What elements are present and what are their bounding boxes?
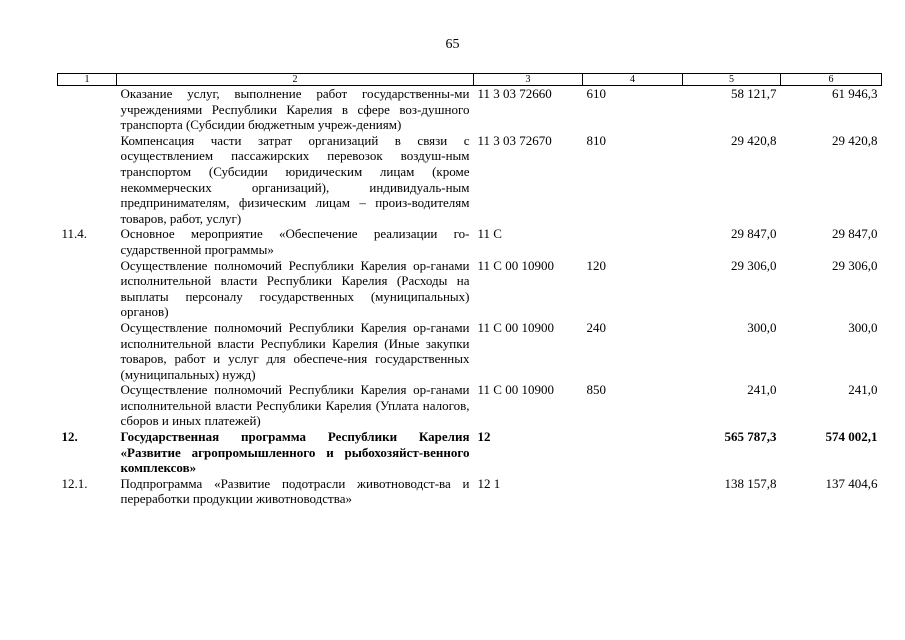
table-row — [58, 382, 882, 429]
row-code: 11 С — [477, 226, 502, 242]
table-row — [58, 476, 882, 507]
row-code: 11 С 00 10900 — [477, 257, 554, 273]
row-number: 12. — [61, 429, 78, 445]
row-description: Осуществление полномочий Республики Карелия ор-ганами исполнительной власти Республики Карелия (Иные закупки товаров, работ и услуг для обеспече-ния государственных (муниципальных) нужд) — [120, 319, 470, 382]
row-amount-col5: 300,0 — [747, 319, 777, 335]
table-row — [58, 320, 882, 382]
row-amount-col6: 137 404,6 — [825, 475, 878, 491]
row-description: Основное мероприятие «Обеспечение реализации го-сударственной программы» — [120, 226, 470, 257]
row-amount-col5: 241,0 — [747, 382, 777, 398]
row-number: 12.1. — [61, 475, 88, 491]
row-code: 12 — [477, 429, 491, 445]
row-amount-col5: 58 121,7 — [731, 86, 777, 101]
row-amount-col5: 29 306,0 — [731, 257, 777, 273]
column-header-4: 4 — [583, 74, 683, 86]
row-description: Подпрограмма «Развитие подотрасли животноводст-ва и переработки продукции животноводства» — [120, 475, 470, 507]
row-amount-col5: 138 157,8 — [724, 475, 777, 491]
row-description: Государственная программа Республики Карелия «Развитие агропромышленного и рыбохозяйст-венного комплексов» — [120, 429, 470, 476]
row-amount-col6: 241,0 — [848, 382, 878, 398]
table-header-row — [58, 74, 882, 86]
column-header-6: 6 — [781, 74, 882, 86]
row-description: Оказание услуг, выполнение работ государственны-ми учреждениями Республики Карелия в сфере воз-душного транспорта (Субсидии бюджетным учреж-дениям) — [120, 86, 470, 133]
table-body — [58, 86, 882, 508]
table-row — [58, 133, 882, 227]
column-header-1: 1 — [58, 74, 117, 86]
row-number — [58, 133, 117, 227]
row-code: 12 1 — [477, 475, 501, 491]
row-number — [58, 86, 117, 133]
row-amount-col5: 29 847,0 — [731, 226, 777, 242]
table-row — [58, 226, 882, 257]
row-expense-type: 850 — [586, 382, 606, 398]
row-description: Осуществление полномочий Республики Карелия ор-ганами исполнительной власти Республики Карелия (Уплата налогов, сборов и иных платежей) — [120, 382, 470, 429]
row-description: Компенсация части затрат организаций в связи с осуществлением пассажирских перевозок воздуш-ным транспортом (Субсидии юридическим лицам (кроме некоммерческих организаций), индивидуаль-ным предпринимателям, физическим лицам – произ-водителям товаров, работ, услуг) — [120, 132, 470, 226]
row-number: 11.4. — [61, 226, 88, 242]
row-code: 11 3 03 72660 — [477, 86, 552, 101]
column-header-3: 3 — [474, 74, 583, 86]
row-expense-type: 240 — [586, 319, 606, 335]
page-number: 65 — [445, 37, 460, 52]
row-amount-col6: 29 306,0 — [832, 257, 878, 273]
row-amount-col6: 61 946,3 — [832, 86, 878, 101]
row-amount-col5: 565 787,3 — [724, 429, 777, 445]
column-header-5: 5 — [683, 74, 781, 86]
row-expense-type: 120 — [586, 257, 606, 273]
row-expense-type — [583, 226, 683, 257]
budget-table — [57, 73, 882, 507]
row-number — [58, 258, 117, 320]
row-amount-col5: 29 420,8 — [731, 132, 777, 148]
row-expense-type: 610 — [586, 86, 606, 101]
row-amount-col6: 300,0 — [848, 319, 878, 335]
table-row — [58, 429, 882, 476]
table-row — [58, 86, 882, 133]
row-amount-col6: 29 420,8 — [832, 132, 878, 148]
row-number — [58, 382, 117, 429]
row-code: 11 С 00 10900 — [477, 319, 554, 335]
row-expense-type: 810 — [586, 132, 606, 148]
row-expense-type — [583, 429, 683, 476]
table-row — [58, 258, 882, 320]
row-expense-type — [583, 476, 683, 507]
row-code: 11 С 00 10900 — [477, 382, 554, 398]
row-amount-col6: 29 847,0 — [832, 226, 878, 242]
row-number — [58, 320, 117, 382]
row-code: 11 3 03 72670 — [477, 132, 552, 148]
row-description: Осуществление полномочий Республики Карелия ор-ганами исполнительной власти Республики Карелия (Расходы на выплаты персоналу государственных (муниципальных) органов) — [120, 257, 470, 320]
column-header-2: 2 — [117, 74, 474, 86]
row-amount-col6: 574 002,1 — [825, 429, 878, 445]
